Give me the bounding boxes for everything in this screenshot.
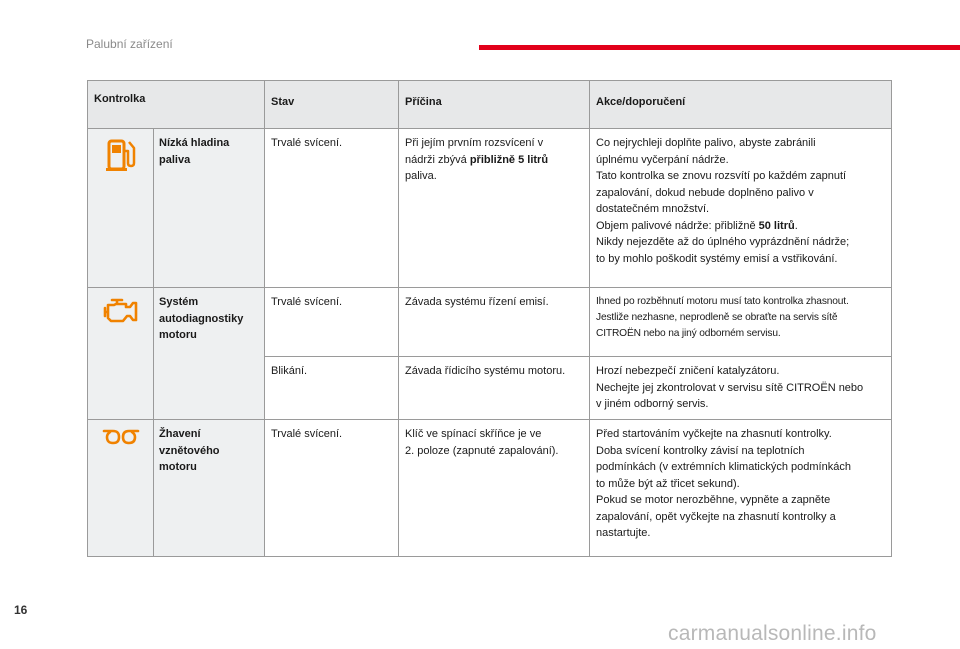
fuel-icon-cell [88, 129, 154, 288]
light-name-line: Žhavení [159, 428, 201, 440]
light-name [154, 129, 265, 288]
warning-lights-table [87, 80, 892, 557]
engine-icon-cell [88, 288, 154, 420]
text-line: Hrozí nebezpečí zničení katalyzátoru. [596, 365, 780, 377]
page-number: 16 [14, 603, 28, 617]
text-fragment: . [794, 219, 798, 232]
fuel-pump-icon [105, 137, 137, 173]
text-fragment: Objem palivové nádrže: přibližně [596, 219, 759, 232]
text-line: Klíč ve spínací skříňce je ve [405, 428, 542, 440]
table-row [88, 129, 892, 288]
text-line [405, 152, 584, 169]
text-line: CITROËN nebo na jiný odborném servisu. [596, 328, 781, 339]
light-name-line: vznětového [159, 444, 220, 457]
text-line: Tato kontrolka se znovu rozsvítí po každém zapnutí [596, 170, 847, 182]
akce-cell [590, 129, 892, 288]
bold-text: přibližně 5 litrů [469, 153, 549, 166]
text-line: Před startováním vyčkejte na zhasnutí kontrolky. [596, 428, 832, 440]
text-line: dostatečném množství. [596, 203, 710, 215]
akce-cell [590, 420, 892, 557]
text-line: úplnému vyčerpání nádrže. [596, 153, 729, 166]
engine-check-icon [101, 296, 141, 324]
akce-cell [590, 288, 892, 357]
text-line: Nikdy nejezděte až do úplného vyprázdnění nádrže; [596, 236, 850, 248]
text-line: nastartujte. [596, 527, 651, 539]
header-pricina: Příčina [399, 81, 590, 129]
text-line: Při jejím prvním rozsvícení v [405, 137, 544, 149]
text-line: Ihned po rozběhnutí motoru musí tato kontrolka zhasnout. [596, 296, 849, 307]
light-name-line: paliva [159, 153, 191, 166]
pricina-cell: Závada řídicího systému motoru. [399, 357, 590, 420]
accent-bar [479, 45, 960, 50]
header-kontrolka: Kontrolka [88, 81, 265, 129]
text-line [596, 218, 886, 235]
text-line: Jestliže nezhasne, neprodleně se obraťte na servis sítě [596, 312, 838, 323]
text-line: zapalování, dokud nebude doplněno palivo v [596, 186, 814, 199]
table-header-row [88, 81, 892, 129]
pricina-cell: Závada systému řízení emisí. [399, 288, 590, 357]
pricina-cell [399, 420, 590, 557]
table-row [88, 288, 892, 357]
text-fragment: nádrži zbývá [405, 153, 470, 166]
bold-text: 50 litrů [758, 219, 795, 232]
akce-cell [590, 357, 892, 420]
header-akce: Akce/doporučení [590, 81, 892, 129]
text-line: Doba svícení kontrolky závisí na teplotních [596, 444, 805, 457]
glow-icon-cell [88, 420, 154, 557]
stav-cell: Trvalé svícení. [265, 420, 399, 557]
light-name-line: autodiagnostiky [159, 312, 244, 325]
light-name-line: motoru [159, 329, 197, 341]
text-line: v jiném odborný servis. [596, 398, 709, 410]
text-line: zapalování, opět vyčkejte na zhasnutí kontrolky a [596, 510, 836, 523]
text-line: Co nejrychleji doplňte palivo, abyste zabránili [596, 137, 816, 149]
text-line: to může být až třicet sekund). [596, 477, 740, 490]
light-name-line: Systém [159, 296, 199, 308]
text-line: 2. poloze (zapnuté zapalování). [405, 444, 559, 457]
glow-plug-icon [102, 428, 140, 448]
table-row [88, 420, 892, 557]
watermark[interactable]: carmanualsonline.info [668, 622, 877, 645]
stav-cell: Trvalé svícení. [265, 288, 399, 357]
light-name [154, 420, 265, 557]
text-line: Pokud se motor nerozběhne, vypněte a zapněte [596, 494, 831, 506]
text-line: podmínkách (v extrémních klimatických podmínkách [596, 461, 851, 473]
stav-cell: Trvalé svícení. [265, 129, 399, 288]
text-line: to by mohlo poškodit systémy emisí a vstřikování. [596, 252, 838, 265]
pricina-cell [399, 129, 590, 288]
light-name [154, 288, 265, 420]
header-stav: Stav [265, 81, 399, 129]
text-line: Nechejte jej zkontrolovat v servisu sítě CITROËN nebo [596, 381, 864, 394]
stav-cell: Blikání. [265, 357, 399, 420]
text-line: paliva. [405, 170, 437, 182]
light-name-line: motoru [159, 461, 197, 473]
light-name-line: Nízká hladina [159, 137, 230, 149]
section-title: Palubní zařízení [86, 37, 173, 51]
